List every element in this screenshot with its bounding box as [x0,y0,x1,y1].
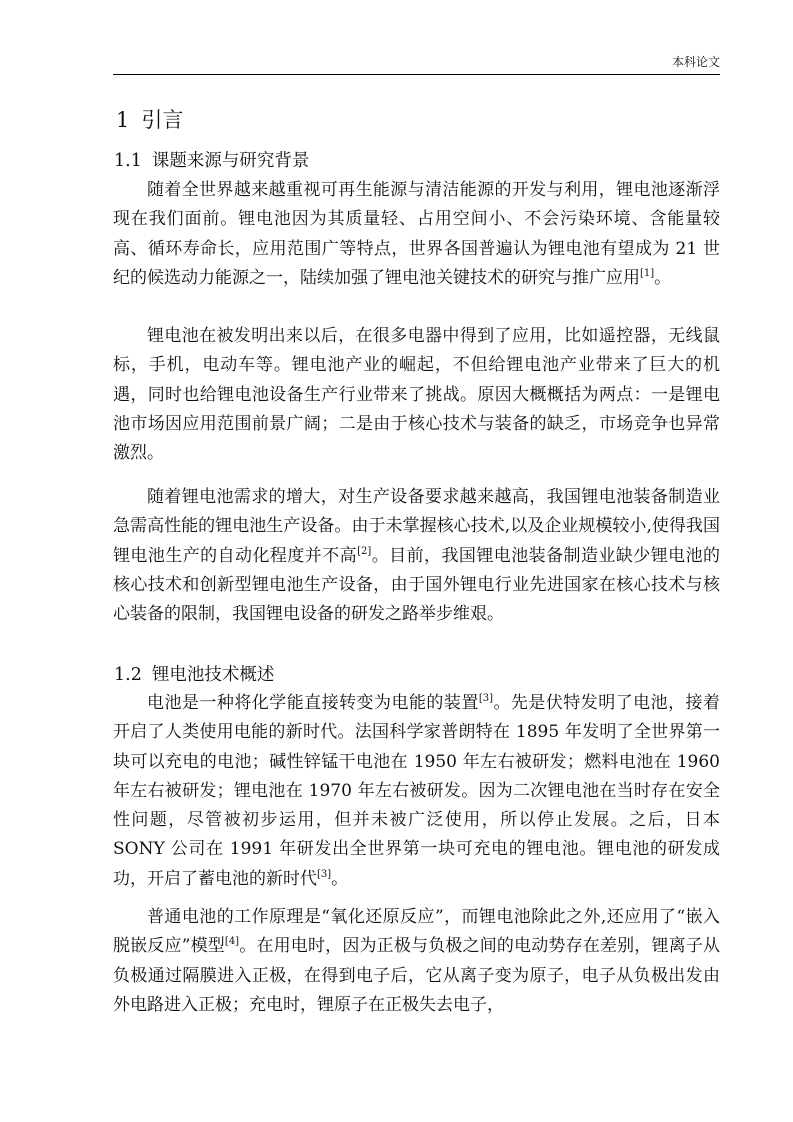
paragraph-tail: 。 [654,267,672,288]
section-number: 1.1 [114,151,142,171]
paragraph-text: 。目前，我国锂电池装备制造业缺少锂电池的核心技术和创新型锂电池生产设备，由于国外锂电行业先进国家在核心技术与核心装备的限制，我国锂电设备的研发之路举步维艰。 [113,545,721,625]
paragraph-text: 随着锂电池需求的增大，对生产设备要求越来越高，我国锂电池装备制造业急需高性能的锂电池生产设备。由于未掌握核心技术,以及企业规模较小,使得我国锂电池生产的自动化程度并不高 [113,487,720,566]
section-title: 课题来源与研究背景 [151,151,310,171]
paragraph-text: 锂电池在被发明出来以后，在很多电器中得到了应用，比如遥控器，无线鼠标，手机，电动车等。锂电池产业的崛起，不但给锂电池产业带来了巨大的机遇，同时也给锂电池设备生产行业带来了挑战。原因大概概括为两点：一是锂电池市场因应用范围前景广阔；二是由于核心技术与装备的缺乏，市场竞争也异常激烈。 [113,326,720,464]
paragraph-4 [113,689,720,894]
section-heading-1-2 [114,661,274,686]
paragraph-1 [113,176,720,293]
citation: [3] [317,868,332,880]
citation: [3] [478,693,493,704]
chapter-heading [116,104,183,134]
paragraph-tail: 。 [331,868,349,889]
citation: [1] [640,267,655,279]
paragraph-3 [113,483,720,629]
paragraph-text: 普通电池的工作原理是“氧化还原反应”，而锂电池除此之外,还应用了“嵌入脱嵌反应”模型 [113,907,720,957]
page-header [113,50,720,75]
section-heading-1-1 [114,147,309,172]
citation: [4] [224,936,240,948]
header-text: 本科论文 [671,55,720,69]
paragraph-5 [113,903,720,1020]
citation: [2] [357,545,372,557]
chapter-title: 引言 [141,108,184,132]
paragraph-text: 电池是一种将化学能直接转变为电能的装置 [147,693,479,713]
paragraph-text: 随着全世界越来越重视可再生能源与清洁能源的开发与利用，锂电池逐渐浮现在我们面前。锂电池因为其质量轻、占用空间小、不会污染环境、含能量较高、循环寿命长，应用范围广等特点，世界各国普遍认为锂电池有望成为 21 世纪的候选动力能源之一，陆续加强了锂电池关键技术的研究与推广应用 [113,180,720,288]
chapter-number: 1 [116,108,130,132]
paragraph-2 [113,322,720,468]
paragraph-text: 。先是伏特发明了电池，接着开启了人类使用电能的新时代。法国科学家普朗特在 1895 年发明了全世界第一块可以充电的电池；碱性锌锰干电池在 1950 年左右被研发；燃料电池在 1960 年左右被研发；锂电池在 1970 年左右被研发。因为二次锂电池在当时存在安全性问题，尽管被初步运用，但并未被广泛使用，所以停止发展。之后，日本 SONY 公司在 1991 年研发出全世界第一块可充电的锂电池。锂电池的研发成功，开启了蓄电池的新时代 [113,693,721,889]
section-number: 1.2 [114,665,142,685]
section-title: 锂电池技术概述 [151,665,275,685]
paragraph-text: 。在用电时，因为正极与负极之间的电动势存在差别，锂离子从负极通过隔膜进入正极，在得到电子后，它从离子变为原子，电子从负极出发由外电路进入正极；充电时，锂原子在正极失去电子， [113,936,720,1015]
